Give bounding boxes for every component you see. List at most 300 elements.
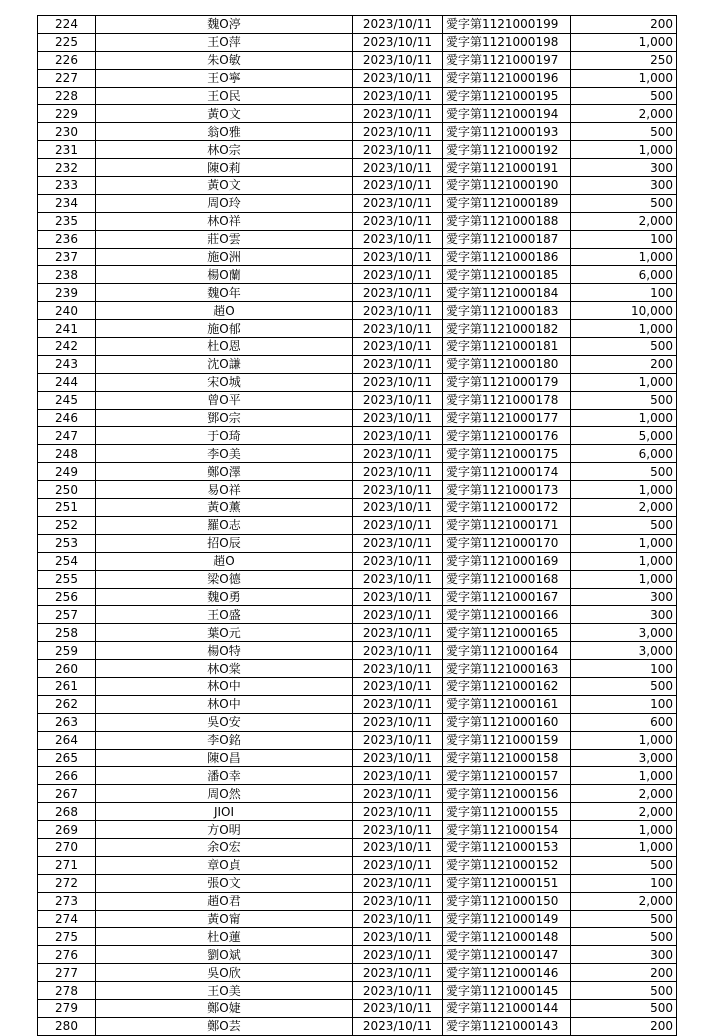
receipt-number: 愛字第1121000169 xyxy=(443,552,571,570)
entry-number: 260 xyxy=(38,660,96,678)
donation-date: 2023/10/11 xyxy=(353,69,443,87)
receipt-number: 愛字第1121000165 xyxy=(443,624,571,642)
donation-amount: 1,000 xyxy=(571,373,677,391)
table-row xyxy=(38,463,677,481)
donation-amount: 100 xyxy=(571,230,677,248)
donor-name: 李O美 xyxy=(96,445,353,463)
entry-number: 259 xyxy=(38,642,96,660)
table-row xyxy=(38,588,677,606)
receipt-number: 愛字第1121000183 xyxy=(443,302,571,320)
donation-date: 2023/10/11 xyxy=(353,159,443,177)
donation-amount: 100 xyxy=(571,284,677,302)
donation-amount: 200 xyxy=(571,1017,677,1035)
donation-date: 2023/10/11 xyxy=(353,355,443,373)
donation-amount: 100 xyxy=(571,874,677,892)
receipt-number: 愛字第1121000198 xyxy=(443,33,571,51)
receipt-number: 愛字第1121000173 xyxy=(443,481,571,499)
donor-name: 吳O欣 xyxy=(96,964,353,982)
table-row xyxy=(38,373,677,391)
donation-amount: 2,000 xyxy=(571,212,677,230)
donation-amount: 1,000 xyxy=(571,409,677,427)
donation-date: 2023/10/11 xyxy=(353,999,443,1017)
receipt-number: 愛字第1121000148 xyxy=(443,928,571,946)
table-row xyxy=(38,212,677,230)
receipt-number: 愛字第1121000167 xyxy=(443,588,571,606)
entry-number: 273 xyxy=(38,892,96,910)
donation-date: 2023/10/11 xyxy=(353,910,443,928)
donor-name: 易O祥 xyxy=(96,481,353,499)
entry-number: 264 xyxy=(38,731,96,749)
donation-amount: 300 xyxy=(571,588,677,606)
donor-name: 于O琦 xyxy=(96,427,353,445)
entry-number: 245 xyxy=(38,391,96,409)
receipt-number: 愛字第1121000184 xyxy=(443,284,571,302)
donation-amount: 6,000 xyxy=(571,445,677,463)
entry-number: 243 xyxy=(38,355,96,373)
donation-date: 2023/10/11 xyxy=(353,463,443,481)
donation-amount: 300 xyxy=(571,177,677,195)
donor-name: 王O民 xyxy=(96,87,353,105)
donation-date: 2023/10/11 xyxy=(353,338,443,356)
donation-date: 2023/10/11 xyxy=(353,266,443,284)
receipt-number: 愛字第1121000150 xyxy=(443,892,571,910)
table-row xyxy=(38,302,677,320)
donor-name: 鄭O婕 xyxy=(96,999,353,1017)
entry-number: 253 xyxy=(38,534,96,552)
donation-amount: 300 xyxy=(571,946,677,964)
entry-number: 275 xyxy=(38,928,96,946)
entry-number: 279 xyxy=(38,999,96,1017)
donation-date: 2023/10/11 xyxy=(353,892,443,910)
entry-number: 249 xyxy=(38,463,96,481)
table-row xyxy=(38,248,677,266)
table-row xyxy=(38,552,677,570)
entry-number: 237 xyxy=(38,248,96,266)
donor-name: 趙O xyxy=(96,302,353,320)
donation-date: 2023/10/11 xyxy=(353,928,443,946)
donor-name: 周O玲 xyxy=(96,194,353,212)
receipt-number: 愛字第1121000172 xyxy=(443,499,571,517)
donor-name: 李O銘 xyxy=(96,731,353,749)
receipt-number: 愛字第1121000199 xyxy=(443,16,571,34)
donor-name: 翁O雅 xyxy=(96,123,353,141)
donation-date: 2023/10/11 xyxy=(353,731,443,749)
donor-name: 黃O甯 xyxy=(96,910,353,928)
entry-number: 269 xyxy=(38,821,96,839)
donor-name: 林O中 xyxy=(96,695,353,713)
donor-name: 林O中 xyxy=(96,677,353,695)
donation-date: 2023/10/11 xyxy=(353,248,443,266)
entry-number: 254 xyxy=(38,552,96,570)
table-row xyxy=(38,874,677,892)
donation-amount: 1,000 xyxy=(571,320,677,338)
donor-name: 王O美 xyxy=(96,982,353,1000)
donor-name: 劉O斌 xyxy=(96,946,353,964)
entry-number: 235 xyxy=(38,212,96,230)
receipt-number: 愛字第1121000146 xyxy=(443,964,571,982)
table-row xyxy=(38,677,677,695)
table-row xyxy=(38,695,677,713)
donation-amount: 200 xyxy=(571,355,677,373)
entry-number: 280 xyxy=(38,1017,96,1035)
table-row xyxy=(38,767,677,785)
table-row xyxy=(38,391,677,409)
entry-number: 257 xyxy=(38,606,96,624)
donor-name: 黃O文 xyxy=(96,105,353,123)
donor-name: 鄧O宗 xyxy=(96,409,353,427)
donation-amount: 200 xyxy=(571,16,677,34)
receipt-number: 愛字第1121000177 xyxy=(443,409,571,427)
receipt-number: 愛字第1121000197 xyxy=(443,51,571,69)
donor-name: 王O盛 xyxy=(96,606,353,624)
entry-number: 238 xyxy=(38,266,96,284)
donor-name: 魏O渟 xyxy=(96,16,353,34)
entry-number: 234 xyxy=(38,194,96,212)
donation-amount: 500 xyxy=(571,999,677,1017)
table-row xyxy=(38,999,677,1017)
table-row xyxy=(38,409,677,427)
table-row xyxy=(38,499,677,517)
donor-name: 王O萍 xyxy=(96,33,353,51)
donor-name: 沈O謙 xyxy=(96,355,353,373)
receipt-number: 愛字第1121000170 xyxy=(443,534,571,552)
donation-date: 2023/10/11 xyxy=(353,123,443,141)
donation-date: 2023/10/11 xyxy=(353,767,443,785)
table-row xyxy=(38,731,677,749)
donation-date: 2023/10/11 xyxy=(353,391,443,409)
donation-date: 2023/10/11 xyxy=(353,749,443,767)
table-row xyxy=(38,642,677,660)
receipt-number: 愛字第1121000176 xyxy=(443,427,571,445)
table-row xyxy=(38,177,677,195)
donation-date: 2023/10/11 xyxy=(353,33,443,51)
entry-number: 256 xyxy=(38,588,96,606)
table-row xyxy=(38,284,677,302)
entry-number: 262 xyxy=(38,695,96,713)
table-row xyxy=(38,624,677,642)
donor-name: 招O辰 xyxy=(96,534,353,552)
donation-amount: 1,000 xyxy=(571,570,677,588)
receipt-number: 愛字第1121000159 xyxy=(443,731,571,749)
donor-name: 趙O xyxy=(96,552,353,570)
table-row xyxy=(38,481,677,499)
donation-amount: 2,000 xyxy=(571,892,677,910)
entry-number: 274 xyxy=(38,910,96,928)
donation-date: 2023/10/11 xyxy=(353,534,443,552)
donation-amount: 1,000 xyxy=(571,248,677,266)
donation-date: 2023/10/11 xyxy=(353,320,443,338)
receipt-number: 愛字第1121000174 xyxy=(443,463,571,481)
donor-name: 楊O蘭 xyxy=(96,266,353,284)
donation-date: 2023/10/11 xyxy=(353,481,443,499)
entry-number: 232 xyxy=(38,159,96,177)
table-row xyxy=(38,51,677,69)
donation-date: 2023/10/11 xyxy=(353,677,443,695)
donor-name: 鄭O澤 xyxy=(96,463,353,481)
donation-date: 2023/10/11 xyxy=(353,516,443,534)
table-row xyxy=(38,69,677,87)
donation-amount: 500 xyxy=(571,677,677,695)
donation-amount: 1,000 xyxy=(571,821,677,839)
receipt-number: 愛字第1121000180 xyxy=(443,355,571,373)
donation-date: 2023/10/11 xyxy=(353,695,443,713)
table-row xyxy=(38,910,677,928)
receipt-number: 愛字第1121000178 xyxy=(443,391,571,409)
table-row xyxy=(38,892,677,910)
entry-number: 242 xyxy=(38,338,96,356)
table-row xyxy=(38,516,677,534)
entry-number: 268 xyxy=(38,803,96,821)
donor-name: 鄭O芸 xyxy=(96,1017,353,1035)
donation-date: 2023/10/11 xyxy=(353,445,443,463)
donation-amount: 100 xyxy=(571,695,677,713)
donation-sheet xyxy=(37,15,677,1036)
donation-amount: 1,000 xyxy=(571,838,677,856)
donor-name: 趙O君 xyxy=(96,892,353,910)
receipt-number: 愛字第1121000162 xyxy=(443,677,571,695)
donation-date: 2023/10/11 xyxy=(353,212,443,230)
table-row xyxy=(38,427,677,445)
donation-date: 2023/10/11 xyxy=(353,51,443,69)
donor-name: 林O宗 xyxy=(96,141,353,159)
donor-name: 吳O安 xyxy=(96,713,353,731)
entry-number: 272 xyxy=(38,874,96,892)
donation-date: 2023/10/11 xyxy=(353,624,443,642)
donor-name: 魏O勇 xyxy=(96,588,353,606)
donation-date: 2023/10/11 xyxy=(353,642,443,660)
donation-amount: 1,000 xyxy=(571,552,677,570)
receipt-number: 愛字第1121000193 xyxy=(443,123,571,141)
donation-amount: 1,000 xyxy=(571,731,677,749)
entry-number: 244 xyxy=(38,373,96,391)
donation-amount: 2,000 xyxy=(571,499,677,517)
donor-name: 魏O年 xyxy=(96,284,353,302)
donor-name: 余O宏 xyxy=(96,838,353,856)
donation-date: 2023/10/11 xyxy=(353,177,443,195)
donation-amount: 100 xyxy=(571,660,677,678)
receipt-number: 愛字第1121000151 xyxy=(443,874,571,892)
entry-number: 248 xyxy=(38,445,96,463)
donation-date: 2023/10/11 xyxy=(353,713,443,731)
entry-number: 278 xyxy=(38,982,96,1000)
table-row xyxy=(38,964,677,982)
entry-number: 255 xyxy=(38,570,96,588)
donation-date: 2023/10/11 xyxy=(353,499,443,517)
entry-number: 251 xyxy=(38,499,96,517)
table-row xyxy=(38,534,677,552)
table-row xyxy=(38,838,677,856)
donation-date: 2023/10/11 xyxy=(353,194,443,212)
donor-name: 方O明 xyxy=(96,821,353,839)
receipt-number: 愛字第1121000163 xyxy=(443,660,571,678)
donation-date: 2023/10/11 xyxy=(353,660,443,678)
entry-number: 225 xyxy=(38,33,96,51)
donor-name: 施O洲 xyxy=(96,248,353,266)
donation-date: 2023/10/11 xyxy=(353,302,443,320)
donation-amount: 2,000 xyxy=(571,105,677,123)
receipt-number: 愛字第1121000179 xyxy=(443,373,571,391)
receipt-number: 愛字第1121000187 xyxy=(443,230,571,248)
table-row xyxy=(38,660,677,678)
donor-name: 陳O莉 xyxy=(96,159,353,177)
donation-amount: 500 xyxy=(571,87,677,105)
table-row xyxy=(38,230,677,248)
receipt-number: 愛字第1121000154 xyxy=(443,821,571,839)
table-row xyxy=(38,928,677,946)
table-row xyxy=(38,445,677,463)
donor-name: 杜O蓮 xyxy=(96,928,353,946)
receipt-number: 愛字第1121000186 xyxy=(443,248,571,266)
entry-number: 233 xyxy=(38,177,96,195)
donation-date: 2023/10/11 xyxy=(353,606,443,624)
donor-name: 楊O特 xyxy=(96,642,353,660)
receipt-number: 愛字第1121000195 xyxy=(443,87,571,105)
receipt-number: 愛字第1121000161 xyxy=(443,695,571,713)
donation-amount: 500 xyxy=(571,338,677,356)
donation-amount: 500 xyxy=(571,910,677,928)
donor-name: 曾O平 xyxy=(96,391,353,409)
entry-number: 265 xyxy=(38,749,96,767)
receipt-number: 愛字第1121000143 xyxy=(443,1017,571,1035)
table-row xyxy=(38,338,677,356)
table-row xyxy=(38,33,677,51)
entry-number: 231 xyxy=(38,141,96,159)
donation-amount: 3,000 xyxy=(571,642,677,660)
donation-date: 2023/10/11 xyxy=(353,427,443,445)
table-row xyxy=(38,266,677,284)
donation-amount: 300 xyxy=(571,606,677,624)
entry-number: 236 xyxy=(38,230,96,248)
donor-name: 章O貞 xyxy=(96,856,353,874)
entry-number: 271 xyxy=(38,856,96,874)
donation-amount: 2,000 xyxy=(571,785,677,803)
receipt-number: 愛字第1121000149 xyxy=(443,910,571,928)
donation-amount: 500 xyxy=(571,856,677,874)
receipt-number: 愛字第1121000192 xyxy=(443,141,571,159)
entry-number: 258 xyxy=(38,624,96,642)
donation-table xyxy=(37,15,677,1036)
entry-number: 261 xyxy=(38,677,96,695)
table-row xyxy=(38,606,677,624)
donation-date: 2023/10/11 xyxy=(353,803,443,821)
table-row xyxy=(38,194,677,212)
table-row xyxy=(38,1017,677,1035)
receipt-number: 愛字第1121000145 xyxy=(443,982,571,1000)
entry-number: 224 xyxy=(38,16,96,34)
donation-amount: 1,000 xyxy=(571,141,677,159)
entry-number: 228 xyxy=(38,87,96,105)
donation-amount: 200 xyxy=(571,964,677,982)
donor-name: 莊O雲 xyxy=(96,230,353,248)
donor-name: 黃O薰 xyxy=(96,499,353,517)
donor-name: 黃O文 xyxy=(96,177,353,195)
receipt-number: 愛字第1121000181 xyxy=(443,338,571,356)
donor-name: 林O棠 xyxy=(96,660,353,678)
entry-number: 230 xyxy=(38,123,96,141)
table-row xyxy=(38,570,677,588)
table-row xyxy=(38,785,677,803)
table-row xyxy=(38,320,677,338)
donation-date: 2023/10/11 xyxy=(353,856,443,874)
receipt-number: 愛字第1121000189 xyxy=(443,194,571,212)
table-row xyxy=(38,141,677,159)
donor-name: 林O祥 xyxy=(96,212,353,230)
entry-number: 270 xyxy=(38,838,96,856)
entry-number: 229 xyxy=(38,105,96,123)
donation-date: 2023/10/11 xyxy=(353,838,443,856)
donation-date: 2023/10/11 xyxy=(353,874,443,892)
donor-name: 王O寧 xyxy=(96,69,353,87)
receipt-number: 愛字第1121000153 xyxy=(443,838,571,856)
donor-name: 葉O元 xyxy=(96,624,353,642)
receipt-number: 愛字第1121000182 xyxy=(443,320,571,338)
table-row xyxy=(38,87,677,105)
table-row xyxy=(38,821,677,839)
donation-date: 2023/10/11 xyxy=(353,284,443,302)
donation-amount: 500 xyxy=(571,982,677,1000)
entry-number: 226 xyxy=(38,51,96,69)
donation-date: 2023/10/11 xyxy=(353,552,443,570)
receipt-number: 愛字第1121000152 xyxy=(443,856,571,874)
donation-amount: 500 xyxy=(571,928,677,946)
donation-date: 2023/10/11 xyxy=(353,588,443,606)
table-row xyxy=(38,16,677,34)
receipt-number: 愛字第1121000164 xyxy=(443,642,571,660)
donation-amount: 1,000 xyxy=(571,534,677,552)
donation-date: 2023/10/11 xyxy=(353,373,443,391)
donor-name: 施O郁 xyxy=(96,320,353,338)
receipt-number: 愛字第1121000155 xyxy=(443,803,571,821)
donation-table-body xyxy=(38,16,677,1036)
donation-amount: 1,000 xyxy=(571,33,677,51)
receipt-number: 愛字第1121000144 xyxy=(443,999,571,1017)
donor-name: 梁O德 xyxy=(96,570,353,588)
donation-amount: 1,000 xyxy=(571,69,677,87)
donation-amount: 500 xyxy=(571,123,677,141)
donor-name: 羅O志 xyxy=(96,516,353,534)
table-row xyxy=(38,123,677,141)
entry-number: 276 xyxy=(38,946,96,964)
donor-name: JIOI xyxy=(96,803,353,821)
donation-amount: 10,000 xyxy=(571,302,677,320)
donation-date: 2023/10/11 xyxy=(353,785,443,803)
donation-date: 2023/10/11 xyxy=(353,105,443,123)
table-row xyxy=(38,355,677,373)
receipt-number: 愛字第1121000190 xyxy=(443,177,571,195)
entry-number: 227 xyxy=(38,69,96,87)
donation-amount: 6,000 xyxy=(571,266,677,284)
receipt-number: 愛字第1121000171 xyxy=(443,516,571,534)
receipt-number: 愛字第1121000158 xyxy=(443,749,571,767)
donation-amount: 3,000 xyxy=(571,749,677,767)
donation-date: 2023/10/11 xyxy=(353,946,443,964)
entry-number: 240 xyxy=(38,302,96,320)
receipt-number: 愛字第1121000194 xyxy=(443,105,571,123)
receipt-number: 愛字第1121000166 xyxy=(443,606,571,624)
entry-number: 252 xyxy=(38,516,96,534)
donor-name: 陳O昌 xyxy=(96,749,353,767)
donation-amount: 500 xyxy=(571,463,677,481)
receipt-number: 愛字第1121000191 xyxy=(443,159,571,177)
receipt-number: 愛字第1121000160 xyxy=(443,713,571,731)
receipt-number: 愛字第1121000188 xyxy=(443,212,571,230)
donor-name: 潘O幸 xyxy=(96,767,353,785)
donor-name: 杜O恩 xyxy=(96,338,353,356)
entry-number: 250 xyxy=(38,481,96,499)
receipt-number: 愛字第1121000156 xyxy=(443,785,571,803)
donation-amount: 300 xyxy=(571,159,677,177)
donation-amount: 500 xyxy=(571,391,677,409)
